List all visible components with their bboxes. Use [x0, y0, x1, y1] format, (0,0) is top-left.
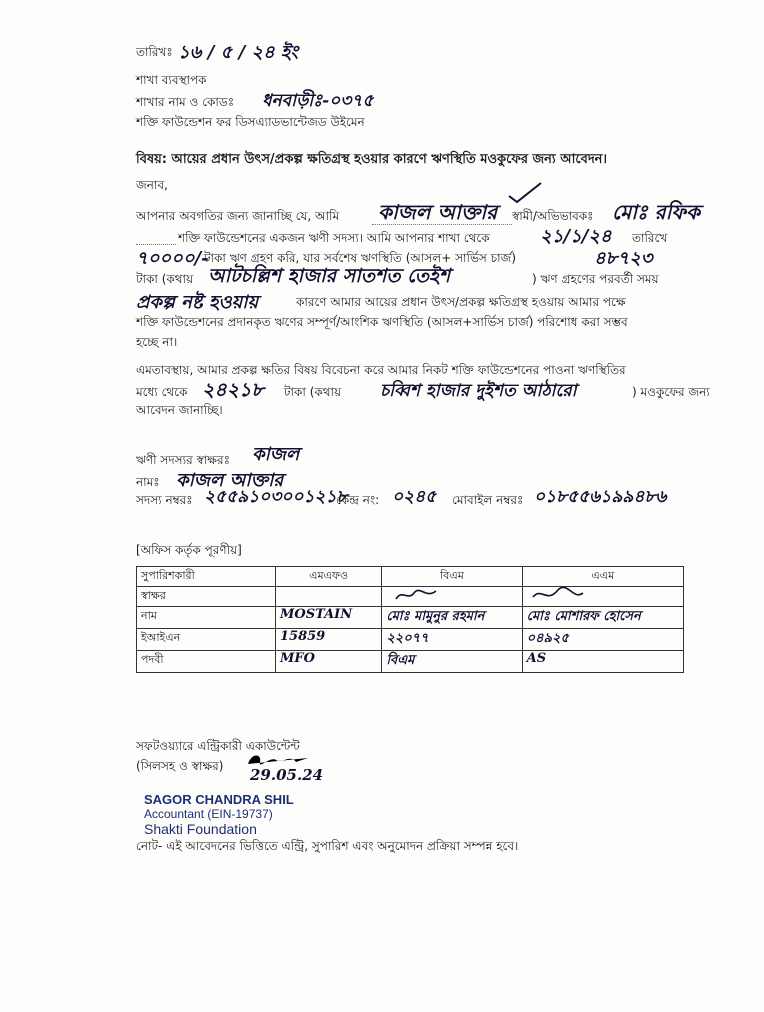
accountant-stamp — [144, 792, 294, 837]
table-cell: মোঃ মামুনুর রহমান — [382, 607, 522, 629]
table-row — [137, 651, 684, 673]
signature-cell — [382, 587, 522, 607]
member-signature-label: ঋণী সদস্যর স্বাক্ষরঃ — [136, 453, 230, 467]
handwritten-signature-icon — [527, 587, 587, 603]
table-row — [137, 587, 684, 607]
table-cell: বিএম — [382, 651, 522, 673]
table-header-row — [137, 567, 684, 587]
handwritten-signature-icon — [386, 587, 446, 603]
check-mark-icon — [505, 180, 545, 204]
member-signature: কাজল — [252, 444, 300, 465]
waiver-amount: ২৪২১৮ — [202, 379, 264, 401]
mobile-label: মোবাইল নম্বরঃ — [452, 493, 524, 507]
para2-text5: আবেদন জানাচ্ছি। — [136, 403, 223, 417]
table-header: এমএফও — [276, 567, 382, 587]
para1-text3: শক্তি ফাউন্ডেশনের একজন ঋণী সদস্য। আমি আপনার শাখা থেকে — [178, 231, 490, 245]
signature-cell — [522, 587, 683, 607]
recipient-line: শাখা ব্যবস্থাপক — [136, 73, 207, 87]
row-label: পদবী — [137, 651, 276, 673]
row-label: স্বাক্ষর — [137, 587, 276, 607]
loan-balance: ৪৮৭২৩ — [594, 248, 653, 269]
salutation: জনাব, — [136, 178, 168, 192]
center-label: কেন্দ্র নং: — [336, 493, 380, 507]
balance-in-words: আটচল্লিশ হাজার সাতশত তেইশ — [208, 265, 451, 287]
member-id: ২৫৫৯১০৩০০১২১৮ — [204, 487, 348, 507]
row-label: ইআইএন — [137, 629, 276, 651]
para1-text2: স্বামী/অভিভাবকঃ — [512, 209, 594, 223]
date-label: তারিখঃ — [136, 45, 173, 59]
table-row — [137, 629, 684, 651]
para1-text8: কারণে আমার আয়ের প্রধান উৎস/প্রকল্প ক্ষতিগ্রস্থ হওয়ায় আমার পক্ষে — [296, 295, 626, 309]
member-name-label: নামঃ — [136, 475, 160, 489]
guardian-name: মোঃ রফিক — [612, 200, 700, 224]
note: নোট- এই আবেদনের ভিত্তিতে এন্ট্রি, সুপারিশ এবং অনুমোদন প্রক্রিয়া সম্পন্ন হবে। — [136, 839, 519, 853]
date-value: ১৬ / ৫ / ২৪ ইং — [178, 42, 299, 63]
waiver-in-words: চব্বিশ হাজার দুইশত আঠারো — [380, 381, 577, 401]
para1-text7: ) ঋণ গ্রহণের পরবর্তী সময় — [532, 272, 659, 286]
table-cell: MFO — [276, 651, 382, 673]
branch-label: শাখার নাম ও কোডঃ — [136, 95, 235, 109]
mobile-number: ০১৮৫৫৬১৯৯৪৮৬ — [534, 487, 667, 507]
para2-text3: টাকা (কথায় — [284, 385, 342, 399]
para1-text1: আপনার অবগতির জন্য জানাচ্ছি যে, আমি — [136, 209, 340, 223]
member-id-label: সদস্য নম্বরঃ — [136, 493, 193, 507]
table-cell: MOSTAIN — [276, 607, 382, 629]
accountant-sign-label: (সিলসহ ও স্বাক্ষর) — [136, 759, 224, 773]
para1-text5: টাকা ঋণ গ্রহণ করি, যার সর্বশেষ ঋণস্থিতি (আসল+ সার্ভিস চার্জ) — [204, 251, 517, 265]
para1-text4: তারিখে — [632, 231, 668, 245]
branch-value: ধনবাড়ীঃ-০৩৭৫ — [262, 91, 374, 111]
loan-date: ২১/১/২৪ — [540, 226, 612, 247]
loan-amount: ৭০০০০/- — [136, 248, 209, 269]
center-number: ০২৪৫ — [392, 487, 437, 507]
table-cell: AS — [522, 651, 683, 673]
para2-text2: মধ্যে থেকে — [136, 385, 188, 399]
para1-text6: টাকা (কথায় — [136, 272, 194, 286]
para2-text1: এমতাবস্থায়, আমার প্রকল্প ক্ষতির বিষয় বিবেচনা করে আমার নিকট শক্তি ফাউন্ডেশনের পাওনা ঋণস্থিতির — [136, 363, 626, 377]
stamp-title: Accountant (EIN-19737) — [144, 807, 273, 821]
org-line: শক্তি ফাউন্ডেশন ফর ডিসএ্যাডভান্টেজড উইমেন — [136, 115, 365, 129]
applicant-name: কাজল আক্তার — [378, 200, 498, 224]
recommendation-table — [136, 566, 684, 673]
table-header: বিএম — [382, 567, 522, 587]
accountant-label: সফটওয়্যারে এন্ট্রিকারী একাউন্টেন্ট — [136, 739, 300, 753]
table-row — [137, 607, 684, 629]
stamp-name: SAGOR CHANDRA SHIL — [144, 792, 294, 807]
subject: বিষয়: আয়ের প্রধান উৎস/প্রকল্প ক্ষতিগ্রস্থ হওয়ার কারণে ঋণস্থিতি মওকুফের জন্য আবেদন। — [136, 152, 608, 167]
member-name: কাজল আক্তার — [176, 470, 284, 491]
signature-cell — [276, 587, 382, 607]
damage-reason: প্রকল্প নষ্ট হওয়ায় — [136, 292, 259, 313]
table-cell: ০৪৯২৫ — [522, 629, 683, 651]
table-header: এএম — [522, 567, 683, 587]
table-header: সুপারিশকারী — [137, 567, 276, 587]
accountant-date: 29.05.24 — [250, 766, 324, 784]
para1-text9: শক্তি ফাউন্ডেশনের প্রদানকৃত ঋণের সম্পূর্ণ/আংশিক ঋণস্থিতি (আসল+সার্ভিস চার্জ) পরিশোধ করা সম্ভব — [136, 315, 628, 329]
para1-text10: হচ্ছে না। — [136, 335, 178, 349]
table-cell: 15859 — [276, 629, 382, 651]
table-cell: ২২০৭৭ — [382, 629, 522, 651]
table-cell: মোঃ মোশারফ হোসেন — [522, 607, 683, 629]
stamp-org: Shakti Foundation — [144, 821, 257, 837]
row-label: নাম — [137, 607, 276, 629]
para2-text4: ) মওকুফের জন্য — [632, 385, 710, 399]
office-section-title: [অফিস কর্তৃক পূরণীয়] — [136, 543, 242, 557]
